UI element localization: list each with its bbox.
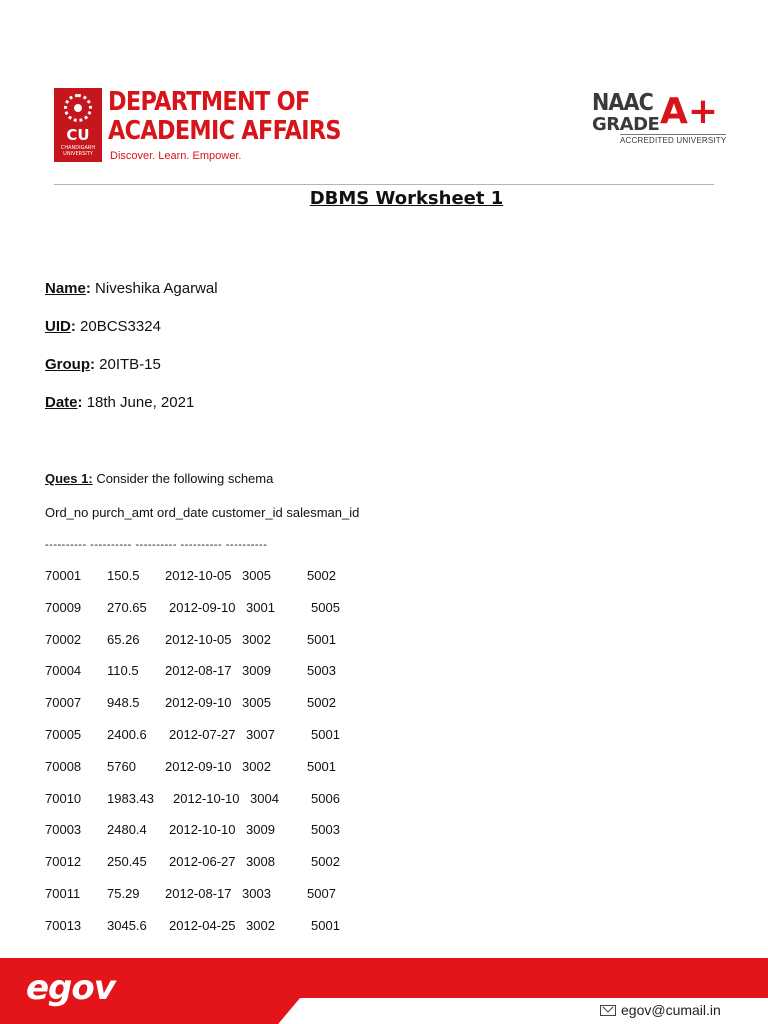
table-cell: 2012-09-10 — [165, 758, 232, 774]
table-cell: 5001 — [307, 631, 336, 647]
gear-emblem-icon — [64, 94, 92, 122]
table-cell: 5001 — [307, 758, 336, 774]
schema-header: Ord_no purch_amt ord_date customer_id salesman_id — [45, 505, 360, 520]
uid-value: 20BCS3324 — [80, 318, 161, 335]
table-cell: 150.5 — [107, 568, 140, 583]
table-cell: 2012-07-27 — [169, 726, 236, 742]
name-field: Name: Niveshika Agarwal — [45, 280, 218, 297]
footer-email-text: egov@cumail.in — [621, 1002, 721, 1018]
department-title-line1: DEPARTMENT OF — [108, 87, 310, 117]
table-cell: 3002 — [242, 631, 271, 647]
table-cell: 70010 — [45, 790, 82, 806]
cu-logo-text: CU — [66, 126, 90, 144]
group-value: 20ITB-15 — [99, 356, 161, 373]
table-cell: 3007 — [246, 726, 275, 742]
page-header — [0, 0, 768, 190]
table-cell: 70009 — [45, 599, 82, 615]
table-cell: 2012-10-05 — [165, 568, 232, 583]
table-cell: 3045.6 — [107, 917, 147, 933]
table-cell: 5002 — [307, 695, 336, 711]
accredited-university-label: ACCREDITED UNIVERSITY — [620, 136, 727, 145]
table-cell: 250.45 — [107, 854, 147, 870]
table-cell: 70005 — [45, 726, 82, 742]
table-cell: 2012-09-10 — [165, 695, 232, 711]
date-field: Date: 18th June, 2021 — [45, 394, 195, 411]
header-divider — [54, 184, 714, 185]
chandigarh-university-logo — [54, 88, 102, 162]
question-label: Ques 1: — [45, 471, 93, 486]
egov-logo: egov — [26, 968, 115, 1008]
table-cell: 2400.6 — [107, 726, 147, 742]
department-title — [108, 88, 341, 146]
table-cell: 3003 — [242, 885, 271, 901]
table-cell: 5003 — [311, 822, 340, 838]
table-cell: 75.29 — [107, 885, 140, 901]
table-cell: 65.26 — [107, 631, 140, 647]
table-cell: 2012-08-17 — [165, 663, 232, 679]
table-cell: 5006 — [311, 790, 340, 806]
table-cell: 70007 — [45, 695, 82, 711]
group-field: Group: 20ITB-15 — [45, 356, 161, 373]
table-cell: 70003 — [45, 822, 82, 838]
table-cell: 5002 — [311, 854, 340, 870]
name-label: Name — [45, 280, 86, 297]
table-cell: 70001 — [45, 568, 82, 583]
table-cell: 3009 — [246, 822, 275, 838]
department-title-line2: ACADEMIC AFFAIRS — [108, 116, 341, 146]
grade-line — [592, 114, 659, 135]
grade-a-plus-mark: A+ — [660, 91, 719, 132]
table-cell: 5760 — [107, 758, 136, 774]
table-cell: 2012-10-10 — [169, 822, 236, 838]
mail-icon — [600, 1005, 616, 1016]
uid-label: UID — [45, 318, 71, 335]
table-cell: 70011 — [45, 885, 81, 901]
footer-email — [600, 1002, 721, 1018]
table-cell: 70013 — [45, 917, 82, 933]
table-cell: 5003 — [307, 663, 336, 679]
department-tagline: Discover. Learn. Empower. — [110, 150, 242, 162]
table-cell: 70004 — [45, 663, 82, 679]
question-1 — [45, 471, 273, 486]
table-cell: 70002 — [45, 631, 82, 647]
table-cell: 2012-10-05 — [165, 631, 232, 647]
table-cell: 3008 — [246, 854, 275, 870]
table-cell: 5007 — [307, 885, 336, 901]
date-value: 18th June, 2021 — [86, 394, 195, 411]
table-cell: 3002 — [246, 917, 275, 933]
table-cell: 2012-09-10 — [169, 599, 236, 615]
table-cell: 3009 — [242, 663, 271, 679]
naac-label: NAAC — [592, 90, 653, 116]
table-cell: 3005 — [242, 695, 271, 711]
schema-dashes: ---------- ---------- ---------- ---------- ---------- — [45, 539, 268, 551]
table-cell: 3002 — [242, 758, 271, 774]
table-cell: 1983.43 — [107, 790, 154, 806]
table-cell: 5001 — [311, 917, 340, 933]
table-cell: 5002 — [307, 568, 336, 583]
group-label: Group — [45, 356, 90, 373]
table-cell: 5005 — [311, 599, 340, 615]
table-cell: 2480.4 — [107, 822, 147, 838]
date-label: Date — [45, 394, 78, 411]
table-cell: 270.65 — [107, 599, 147, 615]
table-cell: 3005 — [242, 568, 271, 583]
table-cell: 110.5 — [107, 663, 139, 679]
name-value: Niveshika Agarwal — [95, 280, 218, 297]
table-cell: 3004 — [250, 790, 279, 806]
uid-field: UID: 20BCS3324 — [45, 318, 161, 335]
table-cell: 70012 — [45, 854, 82, 870]
table-cell: 2012-08-17 — [165, 885, 232, 901]
grade-word: GRADE — [592, 114, 660, 135]
table-cell: 70008 — [45, 758, 82, 774]
table-cell: 2012-06-27 — [169, 854, 236, 870]
cu-logo-subtext: CHANDIGARH UNIVERSITY — [60, 145, 96, 157]
table-cell: 2012-10-10 — [173, 790, 240, 806]
worksheet-title: DBMS Worksheet 1 — [309, 188, 504, 209]
table-cell: 3001 — [246, 599, 275, 615]
question-text: Consider the following schema — [96, 471, 274, 486]
table-cell: 2012-04-25 — [169, 917, 236, 933]
table-cell: 5001 — [311, 726, 340, 742]
table-cell: 948.5 — [107, 695, 140, 711]
